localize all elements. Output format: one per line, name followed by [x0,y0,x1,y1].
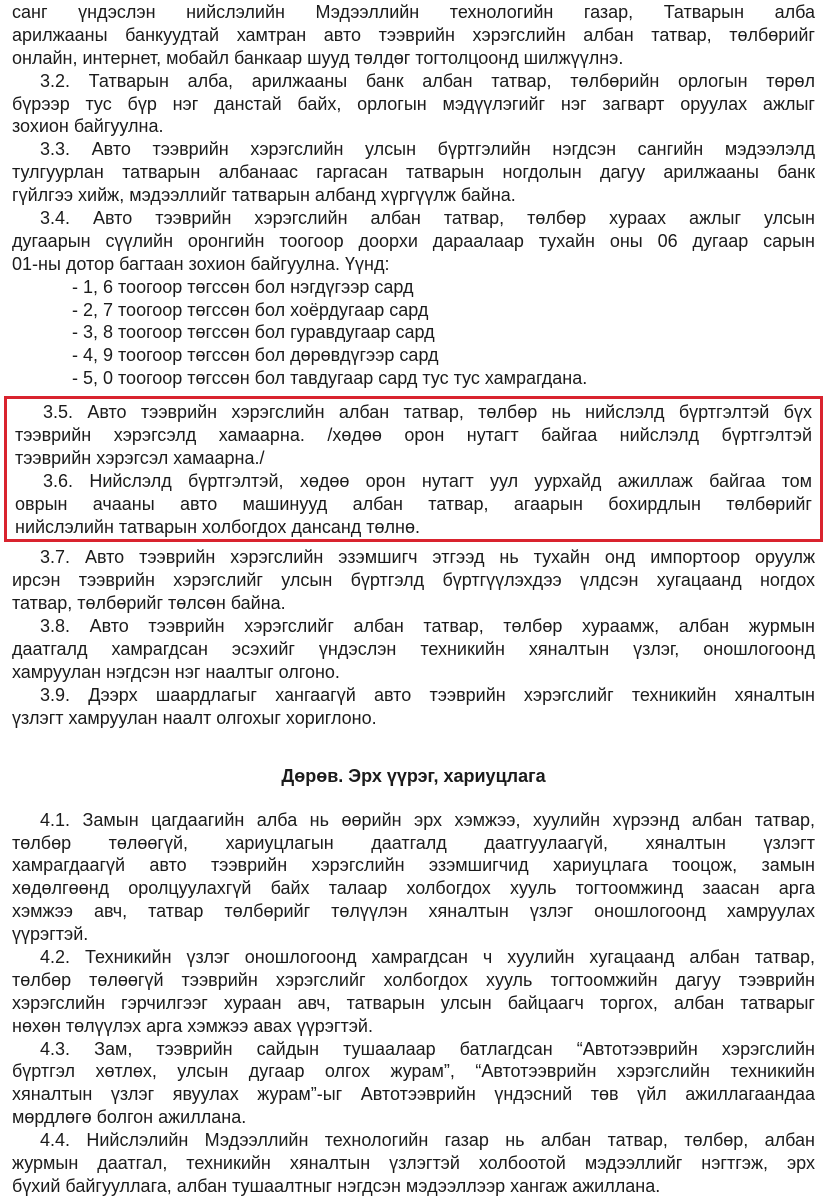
highlighted-paragraphs [15,401,812,538]
text-line: дугаарын сүүлийн оронгийн тоогоор доорхи дараалаар тухайн оны 06 дугаар сарын [12,230,815,251]
text-line: ирсэн тээврийн хэрэгслийг улсын бүртгэлд бүртгүүлэхдээ үлдсэн хугацаанд ногдох [12,570,815,591]
text-line: санг үндэслэн нийслэлийн Мэдээллийн технологийн газар, Татварын алба [12,2,815,22]
text-line: даатгалд хамрагдсан эсэхийг үндэслэн техникийн хяналтын үзлэг, оношлогоонд [12,639,815,660]
paragraph [12,1,815,70]
text-line: оврын ачааны авто машинууд албан татвар, агаарын бохирдлын төлбөрийг [15,493,812,514]
section-3-part-1 [12,1,815,390]
text-line: 4.4. Нийслэлийн Мэдээллийн технологийн газар нь албан татвар, төлбөр, албан [40,1130,815,1151]
paragraph [12,1038,815,1130]
text-line: хяналтын үзлэг явуулах журам”-ыг Автотээврийн үндэсний төв үйл ажиллагаандаа [12,1084,815,1105]
text-line: арилжааны банкуудтай хамтран авто тээврийн хэрэгслийн албан татвар, төлбөрийг [12,24,815,45]
text-line: татвар, төлбөрийг төлсөн байна. [12,593,286,614]
text-line: үзлэгт хамруулан наалт олгохыг хориглоно. [12,707,377,728]
text-line: 4.3. Зам, тээврийн сайдын тушаалаар батлагдсан “Автотээврийн хэрэгслийн [40,1038,815,1059]
paragraph [12,138,815,207]
text-line: мөрдлөгө болгон ажиллана. [12,1107,247,1128]
text-line: 01-ны дотор багтаан зохион байгуулна. Үүнд: [12,253,390,274]
text-line: төлбөр төлөөгүй, хариуцлагын даатгалд даатгуулаагүй, хяналтын үзлэгт [12,832,815,853]
list-item: - 1, 6 тоогоор төгссөн бол нэгдүгээр сард [72,276,414,297]
text-line: 3.7. Авто тээврийн хэрэгслийн эзэмшигч этгээд нь тухайн онд импортоор оруулж [40,547,815,568]
list-item: - 2, 7 тоогоор төгссөн бол хоёрдугаар сард [72,299,429,320]
text-line: онлайн, интернет, мобайл банкаар шууд төлдөг тогтолцоонд шилжүүлнэ. [12,47,624,68]
section-heading: Дөрөв. Эрх үүрэг, хариуцлага [281,765,546,786]
text-line: тулгуурлан татварын албанаас гаргасан татварын ногдолын дагуу арилжааны банк [12,162,815,183]
text-line: зохион байгуулна. [12,116,164,137]
text-line: хөдөлгөөнд оролцуулахгүй байх талаар холбогдох хууль тогтоомжинд заасан арга [12,878,815,899]
list [12,276,815,390]
text-line: төлбөр төлөөгүй тээврийн хэрэгслийг холбогдох хууль тогтоомжийн дагуу тээврийн [12,969,815,990]
text-line: тээврийн хэрэгсэлд хамаарна. /хөдөө орон нутагт байгаа нийслэлд бүртгэлтэй [15,425,812,446]
text-line: хэмжээ авч, татвар төлбөрийг төлүүлэн хяналтын үзлэг оношлогоонд хамруулах [12,901,815,922]
text-line: нөхөн төлүүлэх арга хэмжээ авах үүрэгтэй. [12,1015,373,1036]
list-item: - 3, 8 тоогоор төгссөн бол гуравдугаар сард [72,322,435,343]
text-line: 3.8. Авто тээврийн хэрэгслийг албан татвар, төлбөр хураамж, албан журмын [40,616,815,637]
text-line: тээврийн хэрэгсэл хамаарна./ [15,447,265,468]
paragraph [15,401,812,470]
text-line: 4.2. Техникийн үзлэг оношлогоонд хамрагдсан ч хуулийн хугацаанд албан татвар, [40,946,815,967]
text-line: хэрэгслийн гэрчилгээг хураан авч, татварын улсын байцаагч торгох, албан татварыг [12,992,815,1013]
text-line: 3.3. Авто тээврийн хэрэгслийн улсын бүртгэлийн нэгдсэн сангийн мэдээлэлд [40,139,815,160]
text-line: үүрэгтэй. [12,924,89,945]
section-3-part-2 [12,546,815,729]
paragraph [12,207,815,276]
text-line: нийслэлийн татварын холбогдох дансанд төлнө. [15,516,420,537]
text-line: бүрээр тус бүр нэг данстай байх, орлогын мэдүүлэгийг нэг загварт оруулах ажлыг [12,93,815,114]
text-line: 4.1. Замын цагдаагийн алба нь өөрийн эрх хэмжээ, хуулийн хүрээнд албан татвар, [40,809,815,830]
text-line: бүртгэл хөтлөх, улсын дугаар олгох журам”, “Автотээврийн хэрэгслийн техникийн [12,1061,815,1082]
paragraph [12,70,815,139]
list-item: - 5, 0 тоогоор төгссөн бол тавдугаар сард тус тус хамрагдана. [72,368,588,389]
paragraph [12,946,815,1038]
text-line: гүйлгээ хийж, мэдээллийг татварын албанд хүргүүлж байна. [12,185,516,206]
text-line: 3.4. Авто тээврийн хэрэгслийн албан татвар, төлбөр хураах ажлыг улсын [40,208,815,229]
paragraph [12,615,815,684]
paragraph [12,809,815,946]
text-line: хамруулан нэгдсэн нэг наалтыг олгоно. [12,661,340,682]
text-line: 3.6. Нийслэлд бүртгэлтэй, хөдөө орон нутагт уул уурхайд ажиллаж байгаа том [43,470,812,491]
paragraph [12,684,815,730]
text-line: 3.5. Авто тээврийн хэрэгслийн албан татвар, төлбөр нь нийслэлд бүртгэлтэй бүх [43,402,812,423]
text-line: 3.2. Татварын алба, арилжааны банк албан татвар, төлбөрийн орлогын төрөл [40,70,815,91]
highlight-box [4,396,823,542]
text-line: 3.9. Дээрх шаардлагыг хангаагүй авто тээврийн хэрэгслийг техникийн хяналтын [40,684,815,705]
text-line: журмын даатгал, техникийн хяналтын үзлэгтэй холбоотой мэдээллийг нэгтгэж, эрх [12,1152,815,1173]
paragraph [12,546,815,615]
text-line: бүхий байгууллага, албан тушаалтныг нэгдсэн мэдээллээр хангаж ажиллана. [12,1175,661,1196]
section-4 [12,809,815,1198]
document-page [12,1,815,1198]
paragraph [12,1129,815,1198]
text-line: хамрагдаагүй авто тээврийн хэрэгслийн эзэмшигчид хариуцлага тооцож, замын [12,855,815,876]
list-item: - 4, 9 тоогоор төгссөн бол дөрөвдүгээр сард [72,345,439,366]
paragraph [15,470,812,539]
